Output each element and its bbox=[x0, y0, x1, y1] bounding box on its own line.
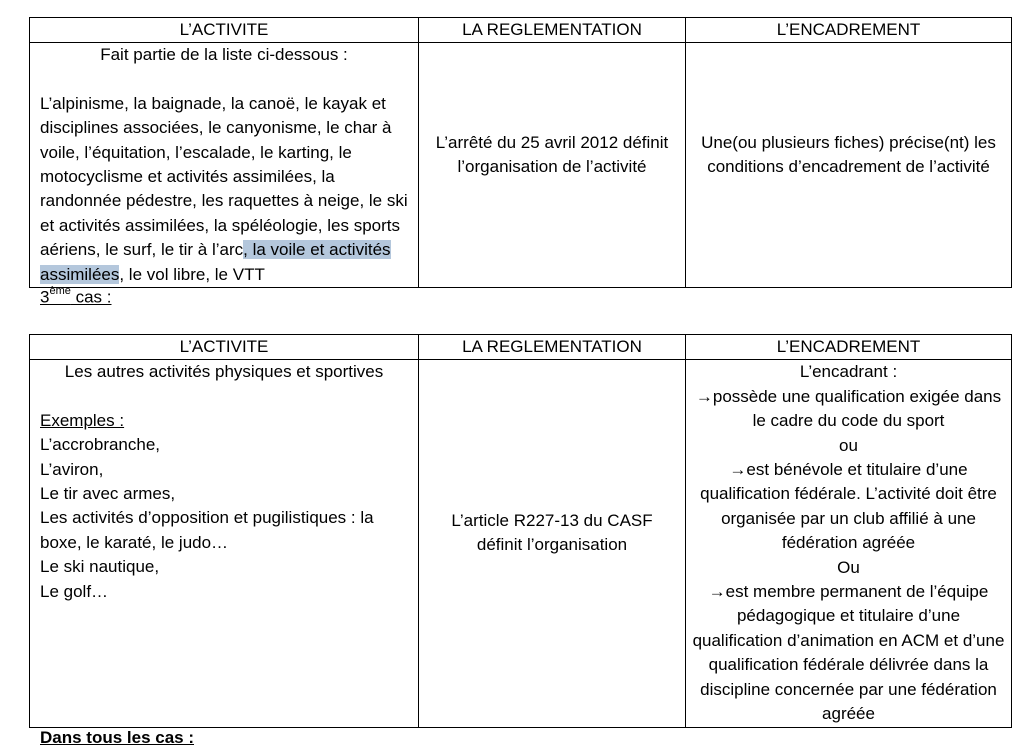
list-item: Les activités d’opposition et pugilistiques : la boxe, le karaté, le judo… bbox=[40, 508, 374, 552]
header-activite: L’ACTIVITE bbox=[30, 335, 419, 360]
reglementation-text: L’arrêté du 25 avril 2012 définit l’organisation de l’activité bbox=[435, 132, 669, 177]
reglementation-cell bbox=[419, 43, 686, 288]
cas-number: 3 bbox=[40, 287, 50, 307]
table-header-row bbox=[30, 18, 1012, 43]
list-item: Le tir avec armes, bbox=[40, 484, 176, 504]
encadrement-line: Ou bbox=[837, 557, 860, 577]
cas-heading bbox=[40, 287, 112, 308]
list-item: Le golf… bbox=[40, 581, 109, 601]
encadrement-text: Une(ou plusieurs fiches) précise(nt) les conditions d’encadrement de l’activité bbox=[701, 132, 996, 177]
encadrement-line: →possède une qualification exigée dans le cadre du code du sport bbox=[695, 386, 1002, 431]
list-item: Le ski nautique, bbox=[40, 557, 160, 577]
activity-table-2 bbox=[29, 334, 1012, 728]
activite-list-text: L’alpinisme, la baignade, la canoë, le kayak et disciplines associées, le canyonisme, le char à voile, l’équitation, l’escalade, le karting, le motocyclisme et activités assimilées, la randonnée pédestre, les raquettes à neige, le ski et activités assimilées, la spéléologie, les sports aériens, le surf, le tir à l’arc bbox=[40, 93, 408, 260]
header-reglementation: LA REGLEMENTATION bbox=[419, 18, 686, 43]
activite-list-end: , le vol libre, le VTT bbox=[119, 264, 265, 284]
table-row bbox=[30, 43, 1012, 288]
encadrement-line: L’encadrant : bbox=[799, 362, 898, 382]
activite-title: Les autres activités physiques et sportives bbox=[64, 362, 384, 382]
final-heading: Dans tous les cas : bbox=[40, 728, 195, 747]
list-item: L’aviron, bbox=[40, 459, 104, 479]
header-encadrement: L’ENCADREMENT bbox=[686, 18, 1012, 43]
encadrement-line: ou bbox=[839, 435, 858, 455]
activite-cell bbox=[30, 43, 419, 288]
activity-table-1 bbox=[29, 17, 1012, 288]
activite-list bbox=[40, 92, 408, 287]
header-activite: L’ACTIVITE bbox=[30, 18, 419, 43]
encadrement-cell bbox=[686, 43, 1012, 288]
highlighted-text[interactable]: , la voile et activités assimilées bbox=[40, 240, 391, 284]
activite-intro: Fait partie de la liste ci-dessous : bbox=[100, 45, 348, 65]
encadrement-line: →est membre permanent de l’équipe pédagogique et titulaire d’une qualification d’animation en ACM et d’une qualification fédérale délivrée dans la discipline concernée par une fédération agréée bbox=[692, 582, 1005, 724]
table-header-row bbox=[30, 335, 1012, 360]
cas-text: cas : bbox=[70, 287, 112, 307]
exemples-label: Exemples : bbox=[40, 410, 125, 430]
list-item: L’accrobranche, bbox=[40, 435, 161, 455]
activite-cell bbox=[30, 360, 419, 727]
cas-superscript: ème bbox=[49, 285, 71, 297]
encadrement-cell bbox=[686, 360, 1012, 727]
reglementation-cell bbox=[419, 360, 686, 727]
encadrement-line: →est bénévole et titulaire d’une qualification fédérale. L’activité doit être organisée par un club affilié à une fédération agréée bbox=[700, 460, 997, 553]
reglementation-text: L’article R227-13 du CASF définit l’organisation bbox=[451, 511, 653, 555]
table-row bbox=[30, 360, 1012, 727]
header-encadrement: L’ENCADREMENT bbox=[686, 335, 1012, 360]
header-reglementation: LA REGLEMENTATION bbox=[419, 335, 686, 360]
